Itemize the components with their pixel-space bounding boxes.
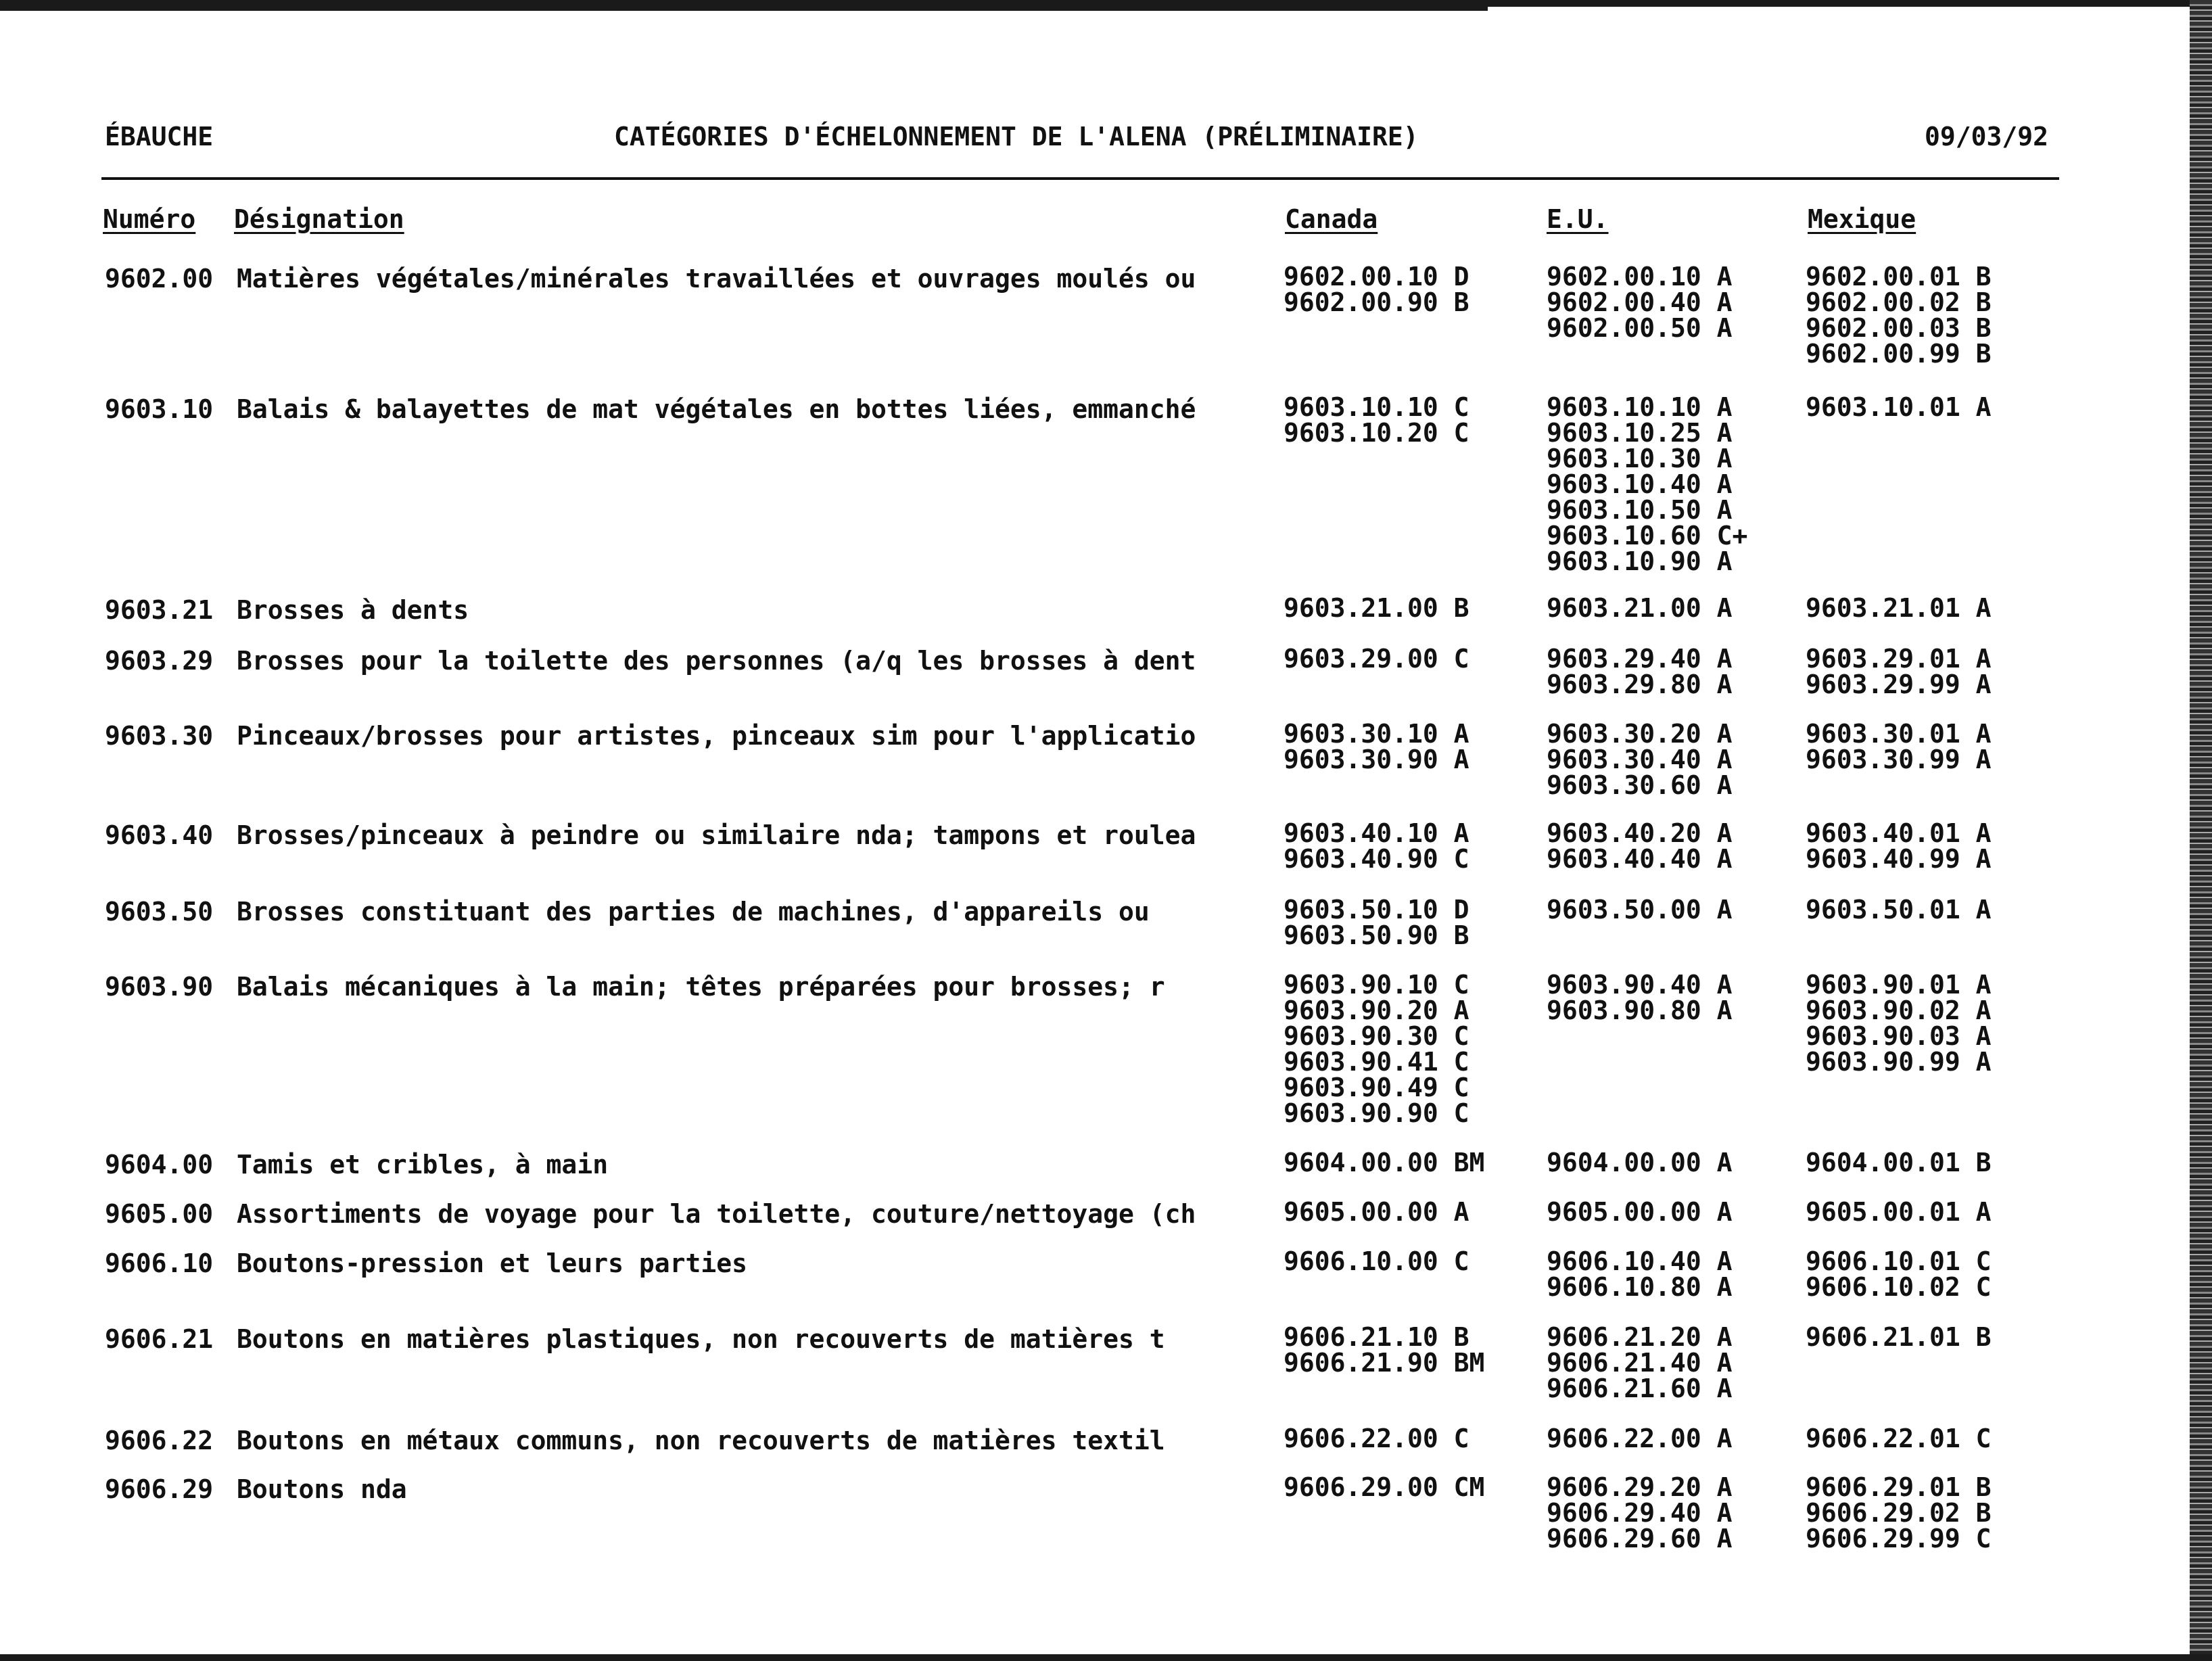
staging-code: 9606.10.40 A	[1547, 1246, 1733, 1276]
staging-code: 9603.30.60 A	[1547, 770, 1733, 800]
table-row	[0, 895, 2212, 950]
tariff-number: 9606.29	[105, 1474, 214, 1504]
mexico-codes	[1806, 646, 1992, 697]
staging-code: 9603.10.20 C	[1284, 418, 1469, 448]
tariff-designation: Boutons nda	[237, 1474, 407, 1504]
staging-code: 9603.90.49 C	[1284, 1073, 1469, 1102]
tariff-designation: Boutons-pression et leurs parties	[237, 1248, 747, 1278]
column-header-designation: Désignation	[234, 204, 404, 234]
staging-code: 9602.00.03 B	[1806, 313, 1992, 343]
staging-code: 9603.90.80 A	[1547, 996, 1733, 1025]
tariff-designation: Boutons en métaux communs, non recouverts de matières textil	[237, 1426, 1165, 1455]
staging-code: 9606.29.99 C	[1806, 1524, 1992, 1553]
staging-code: 9603.40.90 C	[1284, 844, 1469, 874]
mexico-codes	[1806, 1474, 1992, 1551]
canada-codes	[1284, 721, 1469, 772]
staging-code: 9603.90.40 A	[1547, 970, 1733, 1000]
tariff-designation: Tamis et cribles, à main	[237, 1150, 609, 1179]
staging-code: 9603.50.90 B	[1284, 920, 1469, 950]
staging-code: 9603.40.20 A	[1547, 818, 1733, 848]
column-header-canada: Canada	[1285, 204, 1378, 234]
mexico-codes	[1806, 1150, 1992, 1175]
staging-code: 9605.00.00 A	[1547, 1197, 1733, 1227]
document-date: 09/03/92	[1925, 122, 2049, 151]
scan-top-edge	[0, 0, 2212, 7]
staging-code: 9603.90.90 C	[1284, 1098, 1469, 1128]
staging-code: 9602.00.90 B	[1284, 287, 1469, 317]
staging-code: 9603.40.10 A	[1284, 818, 1469, 848]
staging-code: 9603.30.10 A	[1284, 719, 1469, 749]
staging-code: 9606.29.01 B	[1806, 1472, 1992, 1502]
mexico-codes	[1806, 1199, 1992, 1225]
staging-code: 9606.29.60 A	[1547, 1524, 1733, 1553]
staging-code: 9603.10.10 C	[1284, 392, 1469, 422]
us-codes	[1547, 895, 1733, 925]
staging-code: 9603.10.90 A	[1547, 546, 1733, 576]
tariff-designation: Brosses pour la toilette des personnes (a/q les brosses à dent	[237, 646, 1196, 676]
staging-code: 9606.21.20 A	[1547, 1322, 1733, 1352]
table-row	[0, 392, 2212, 576]
staging-code: 9603.10.10 A	[1547, 392, 1733, 422]
staging-code: 9603.90.30 C	[1284, 1021, 1469, 1051]
table-row	[0, 818, 2212, 874]
column-header-mexico: Mexique	[1808, 204, 1916, 234]
staging-code: 9604.00.01 B	[1806, 1148, 1992, 1177]
staging-code: 9603.40.99 A	[1806, 844, 1992, 874]
staging-code: 9606.10.80 A	[1547, 1272, 1733, 1302]
table-row	[0, 262, 2212, 369]
us-codes	[1547, 721, 1733, 798]
us-codes	[1547, 264, 1733, 341]
staging-code: 9602.00.10 A	[1547, 262, 1733, 291]
staging-code: 9603.30.20 A	[1547, 719, 1733, 749]
us-codes	[1547, 1474, 1733, 1551]
staging-code: 9606.10.01 C	[1806, 1246, 1992, 1276]
staging-code: 9603.50.00 A	[1547, 895, 1733, 925]
us-codes	[1547, 1248, 1733, 1300]
staging-code: 9603.40.01 A	[1806, 818, 1992, 848]
mexico-codes	[1806, 820, 1992, 872]
staging-code: 9603.29.80 A	[1547, 670, 1733, 699]
staging-code: 9603.90.20 A	[1284, 996, 1469, 1025]
staging-code: 9606.21.01 B	[1806, 1322, 1992, 1352]
mexico-codes	[1806, 895, 1992, 925]
staging-code: 9602.00.10 D	[1284, 262, 1469, 291]
staging-code: 9606.22.01 C	[1806, 1424, 1992, 1453]
tariff-number: 9603.40	[105, 820, 214, 850]
header-rule	[101, 177, 2059, 180]
table-row	[0, 593, 2212, 625]
staging-code: 9606.29.02 B	[1806, 1498, 1992, 1528]
table-row	[0, 1148, 2212, 1179]
column-header-number: Numéro	[103, 204, 196, 234]
table-row	[0, 970, 2212, 1128]
canada-codes	[1284, 595, 1469, 621]
staging-code: 9602.00.99 B	[1806, 339, 1992, 369]
tariff-number: 9603.90	[105, 972, 214, 1002]
canada-codes	[1284, 264, 1469, 315]
table-row	[0, 644, 2212, 699]
staging-code: 9603.10.01 A	[1806, 392, 1992, 422]
tariff-designation: Boutons en matières plastiques, non recouverts de matières t	[237, 1324, 1165, 1354]
canada-codes	[1284, 1248, 1469, 1274]
table-row	[0, 1472, 2212, 1553]
staging-code: 9602.00.50 A	[1547, 313, 1733, 343]
staging-code: 9603.10.50 A	[1547, 495, 1733, 525]
canada-codes	[1284, 1426, 1469, 1451]
canada-codes	[1284, 897, 1469, 948]
staging-code: 9603.90.41 C	[1284, 1047, 1469, 1077]
staging-code: 9603.10.25 A	[1547, 418, 1733, 448]
staging-code: 9603.90.03 A	[1806, 1021, 1992, 1051]
staging-code: 9606.21.90 BM	[1284, 1348, 1485, 1378]
us-codes	[1547, 1199, 1733, 1225]
staging-code: 9604.00.00 A	[1547, 1148, 1733, 1177]
mexico-codes	[1806, 1324, 1992, 1350]
staging-code: 9606.29.40 A	[1547, 1498, 1733, 1528]
staging-code: 9603.30.90 A	[1284, 745, 1469, 774]
mexico-codes	[1806, 972, 1992, 1075]
tariff-designation: Brosses à dents	[237, 595, 469, 625]
us-codes	[1547, 820, 1733, 872]
staging-code: 9606.21.10 B	[1284, 1322, 1469, 1352]
canada-codes	[1284, 1474, 1484, 1500]
staging-code: 9603.50.10 D	[1284, 895, 1469, 925]
table-row	[0, 719, 2212, 800]
us-codes	[1547, 972, 1733, 1023]
staging-code: 9603.10.30 A	[1547, 444, 1733, 473]
staging-code: 9606.21.60 A	[1547, 1374, 1733, 1403]
tariff-number: 9606.21	[105, 1324, 214, 1354]
us-codes	[1547, 595, 1733, 621]
staging-code: 9603.29.01 A	[1806, 644, 1992, 674]
tariff-number: 9602.00	[105, 264, 214, 294]
table-row	[0, 1246, 2212, 1302]
staging-code: 9605.00.01 A	[1806, 1197, 1992, 1227]
staging-code: 9606.29.00 CM	[1284, 1472, 1485, 1502]
document-title: CATÉGORIES D'ÉCHELONNEMENT DE L'ALENA (PRÉLIMINAIRE)	[614, 122, 1419, 151]
us-codes	[1547, 1150, 1733, 1175]
tariff-number: 9603.29	[105, 646, 214, 676]
canada-codes	[1284, 972, 1469, 1126]
table-row	[0, 1197, 2212, 1229]
canada-codes	[1284, 1199, 1469, 1225]
mexico-codes	[1806, 1426, 1992, 1451]
mexico-codes	[1806, 264, 1992, 367]
canada-codes	[1284, 1324, 1484, 1376]
staging-code: 9606.22.00 A	[1547, 1424, 1733, 1453]
tariff-designation: Balais & balayettes de mat végétales en bottes liées, emmanché	[237, 394, 1196, 424]
us-codes	[1547, 1324, 1733, 1401]
table-row	[0, 1322, 2212, 1403]
canada-codes	[1284, 646, 1469, 672]
scan-right-edge	[2190, 0, 2212, 1661]
staging-code: 9603.10.60 C+	[1547, 521, 1748, 551]
tariff-number: 9603.30	[105, 721, 214, 751]
staging-code: 9605.00.00 A	[1284, 1197, 1469, 1227]
scan-bottom-edge	[0, 1654, 2212, 1661]
staging-code: 9602.00.01 B	[1806, 262, 1992, 291]
tariff-designation: Brosses constituant des parties de machines, d'appareils ou	[237, 897, 1150, 927]
staging-code: 9603.90.02 A	[1806, 996, 1992, 1025]
us-codes	[1547, 646, 1733, 697]
staging-code: 9606.22.00 C	[1284, 1424, 1469, 1453]
tariff-number: 9603.10	[105, 394, 214, 424]
tariff-designation: Balais mécaniques à la main; têtes préparées pour brosses; r	[237, 972, 1165, 1002]
tariff-designation: Assortiments de voyage pour la toilette, couture/nettoyage (ch	[237, 1199, 1196, 1229]
tariff-designation: Pinceaux/brosses pour artistes, pinceaux sim pour l'applicatio	[237, 721, 1196, 751]
tariff-number: 9603.50	[105, 897, 214, 927]
scan-top-edge-shadow	[0, 7, 1488, 11]
staging-code: 9603.29.99 A	[1806, 670, 1992, 699]
staging-code: 9606.10.02 C	[1806, 1272, 1992, 1302]
canada-codes	[1284, 1150, 1484, 1175]
staging-code: 9603.30.40 A	[1547, 745, 1733, 774]
us-codes	[1547, 1426, 1733, 1451]
tariff-designation: Brosses/pinceaux à peindre ou similaire nda; tampons et roulea	[237, 820, 1196, 850]
staging-code: 9603.90.99 A	[1806, 1047, 1992, 1077]
tariff-designation: Matières végétales/minérales travaillées et ouvrages moulés ou	[237, 264, 1196, 294]
staging-code: 9603.30.99 A	[1806, 745, 1992, 774]
staging-code: 9603.21.01 A	[1806, 593, 1992, 623]
staging-code: 9602.00.40 A	[1547, 287, 1733, 317]
staging-code: 9603.10.40 A	[1547, 469, 1733, 499]
staging-code: 9603.30.01 A	[1806, 719, 1992, 749]
staging-code: 9606.10.00 C	[1284, 1246, 1469, 1276]
staging-code: 9604.00.00 BM	[1284, 1148, 1485, 1177]
staging-code: 9603.40.40 A	[1547, 844, 1733, 874]
staging-code: 9603.29.00 C	[1284, 644, 1469, 674]
mexico-codes	[1806, 394, 1992, 420]
tariff-number: 9606.22	[105, 1426, 214, 1455]
canada-codes	[1284, 394, 1469, 446]
tariff-number: 9605.00	[105, 1199, 214, 1229]
mexico-codes	[1806, 1248, 1992, 1300]
column-header-us: E.U.	[1547, 204, 1609, 234]
table-row	[0, 1424, 2212, 1455]
staging-code: 9603.21.00 A	[1547, 593, 1733, 623]
staging-code: 9606.29.20 A	[1547, 1472, 1733, 1502]
mexico-codes	[1806, 595, 1992, 621]
us-codes	[1547, 394, 1747, 574]
staging-code: 9603.50.01 A	[1806, 895, 1992, 925]
staging-code: 9603.90.01 A	[1806, 970, 1992, 1000]
draft-label: ÉBAUCHE	[105, 122, 214, 151]
staging-code: 9606.21.40 A	[1547, 1348, 1733, 1378]
tariff-number: 9603.21	[105, 595, 214, 625]
staging-code: 9603.90.10 C	[1284, 970, 1469, 1000]
canada-codes	[1284, 820, 1469, 872]
staging-code: 9603.21.00 B	[1284, 593, 1469, 623]
staging-code: 9602.00.02 B	[1806, 287, 1992, 317]
staging-code: 9603.29.40 A	[1547, 644, 1733, 674]
tariff-number: 9606.10	[105, 1248, 214, 1278]
mexico-codes	[1806, 721, 1992, 772]
tariff-number: 9604.00	[105, 1150, 214, 1179]
